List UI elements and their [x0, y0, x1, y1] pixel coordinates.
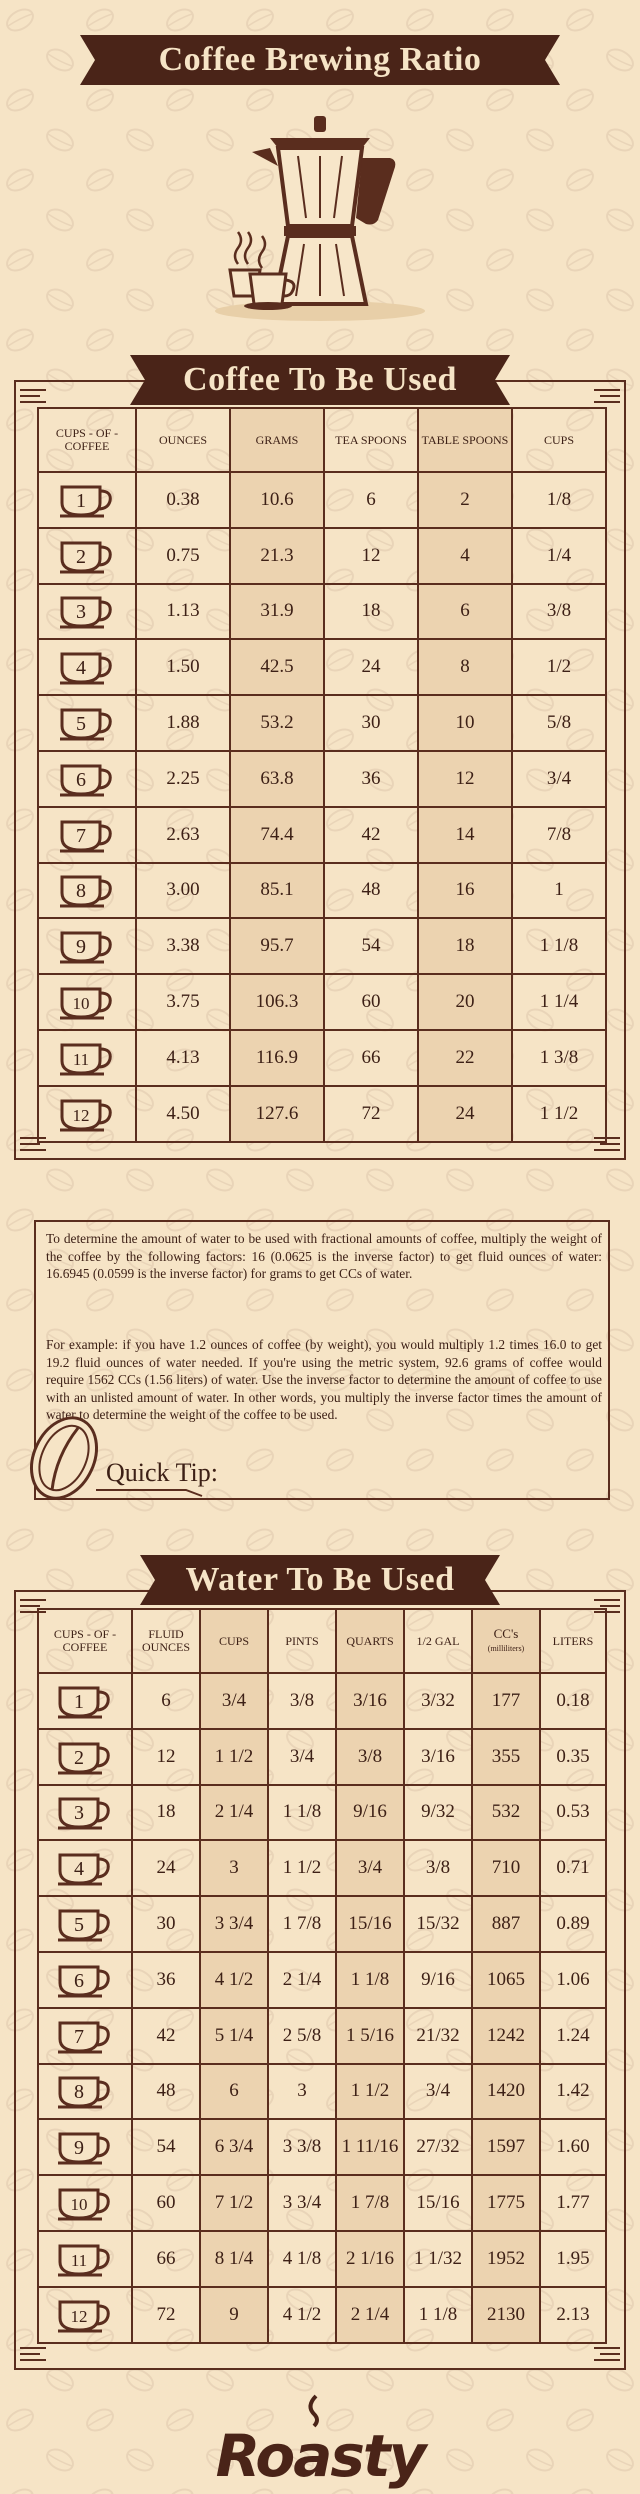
table-cell-cups: 1/2 [512, 639, 606, 695]
table-cell-cups: 8 1/4 [200, 2231, 268, 2287]
table-cell-cc: 710 [472, 1840, 540, 1896]
table-cell-tbsp: 6 [418, 584, 512, 640]
table-cell-cups: 1 1/4 [512, 974, 606, 1030]
table-cell-liters: 0.53 [540, 1785, 606, 1841]
table-cell-floz: 72 [132, 2287, 200, 2343]
col-header-cups: CUPS [512, 408, 606, 472]
coffee-cup-icon [56, 1961, 114, 1999]
cup-count-cell [38, 1030, 136, 1086]
table-cell-pints: 2 5/8 [268, 2008, 336, 2064]
col-header-pints: PINTS [268, 1609, 336, 1673]
table-cell-floz: 18 [132, 1785, 200, 1841]
table-cell-pints: 3 3/8 [268, 2119, 336, 2175]
coffee-cup-icon [58, 648, 116, 686]
table-cell-liters: 1.95 [540, 2231, 606, 2287]
coffee-cup-icon [56, 2184, 114, 2222]
coffee-cup-icon [56, 1849, 114, 1887]
table-cell-tbsp: 22 [418, 1030, 512, 1086]
table-cell-quarts: 3/16 [336, 1673, 404, 1729]
cup-count-cell [38, 1086, 136, 1142]
table-cell-ounces: 3.75 [136, 974, 230, 1030]
table-row [38, 1785, 606, 1841]
table-cell-grams: 127.6 [230, 1086, 324, 1142]
svg-text:12: 12 [70, 2306, 88, 2326]
table-cell-pints: 1 7/8 [268, 1896, 336, 1952]
table-cell-quarts: 2 1/4 [336, 2287, 404, 2343]
cup-count-cell [38, 807, 136, 863]
table-cell-pints: 4 1/8 [268, 2231, 336, 2287]
table-cell-tsp: 6 [324, 472, 418, 528]
coffee-cup-icon [58, 816, 116, 854]
table-cell-ounces: 2.25 [136, 751, 230, 807]
table-cell-cc: 1420 [472, 2064, 540, 2120]
table-cell-tbsp: 12 [418, 751, 512, 807]
table-cell-grams: 116.9 [230, 1030, 324, 1086]
table-cell-tbsp: 24 [418, 1086, 512, 1142]
coffee-cup-icon [56, 1682, 114, 1720]
svg-text:8: 8 [76, 880, 86, 903]
table-cell-tsp: 24 [324, 639, 418, 695]
svg-text:8: 8 [74, 2081, 84, 2104]
table-cell-cc: 532 [472, 1785, 540, 1841]
coffee-cup-icon [58, 760, 116, 798]
table-row [38, 2231, 606, 2287]
table-row [38, 2287, 606, 2343]
table-cell-tsp: 54 [324, 918, 418, 974]
table-cell-cc: 355 [472, 1729, 540, 1785]
table-cell-liters: 2.13 [540, 2287, 606, 2343]
table-cell-cups: 1 1/8 [512, 918, 606, 974]
table-cell-ounces: 2.63 [136, 807, 230, 863]
cup-count-cell [38, 1785, 132, 1841]
table-row [38, 1840, 606, 1896]
table-cell-floz: 6 [132, 1673, 200, 1729]
cup-count-cell [38, 584, 136, 640]
table-cell-floz: 54 [132, 2119, 200, 2175]
table-cell-quarts: 3/8 [336, 1729, 404, 1785]
coffee-cup-icon [56, 1793, 114, 1831]
svg-text:10: 10 [70, 2195, 88, 2215]
col-header-half-gallon: 1/2 GAL [404, 1609, 472, 1673]
table-cell-tsp: 72 [324, 1086, 418, 1142]
svg-text:4: 4 [76, 657, 86, 680]
table-cell-tsp: 36 [324, 751, 418, 807]
table-cell-tbsp: 10 [418, 695, 512, 751]
table-cell-floz: 60 [132, 2175, 200, 2231]
cup-count-cell [38, 472, 136, 528]
water-section-banner [0, 1553, 640, 1607]
table-cell-halfgal: 27/32 [404, 2119, 472, 2175]
table-cell-cups: 3/8 [512, 584, 606, 640]
table-row [38, 1673, 606, 1729]
col-header-ounces: OUNCES [136, 408, 230, 472]
coffee-cup-icon [56, 2240, 114, 2278]
table-cell-halfgal: 3/32 [404, 1673, 472, 1729]
table-cell-cups: 1 3/8 [512, 1030, 606, 1086]
water-section-title: Water To Be Used [185, 1561, 455, 1598]
svg-text:2: 2 [76, 545, 86, 568]
table-cell-tsp: 12 [324, 528, 418, 584]
svg-text:9: 9 [74, 2137, 84, 2160]
table-row [38, 2175, 606, 2231]
table-cell-ounces: 3.38 [136, 918, 230, 974]
table-cell-cups: 5/8 [512, 695, 606, 751]
table-cell-tbsp: 4 [418, 528, 512, 584]
table-cell-pints: 1 1/8 [268, 1785, 336, 1841]
table-cell-cups: 1/8 [512, 472, 606, 528]
table-cell-quarts: 1 7/8 [336, 2175, 404, 2231]
table-cell-ounces: 1.88 [136, 695, 230, 751]
coffee-cup-icon [58, 1039, 116, 1077]
table-cell-liters: 1.77 [540, 2175, 606, 2231]
table-cell-liters: 1.06 [540, 1952, 606, 2008]
svg-text:12: 12 [72, 1105, 90, 1125]
table-cell-cups: 1 1/2 [200, 1729, 268, 1785]
table-cell-cc: 177 [472, 1673, 540, 1729]
coffee-cup-icon [58, 481, 116, 519]
table-row [38, 1952, 606, 2008]
roasty-logo: Roasty [215, 2422, 425, 2490]
table-cell-cc: 887 [472, 1896, 540, 1952]
svg-text:3: 3 [76, 601, 86, 624]
table-cell-halfgal: 15/16 [404, 2175, 472, 2231]
table-cell-cups: 5 1/4 [200, 2008, 268, 2064]
table-cell-cups: 2 1/4 [200, 1785, 268, 1841]
table-row [38, 1729, 606, 1785]
table-cell-halfgal: 1 1/32 [404, 2231, 472, 2287]
table-row [38, 2008, 606, 2064]
table-cell-halfgal: 9/32 [404, 1785, 472, 1841]
table-cell-grams: 63.8 [230, 751, 324, 807]
coffee-section-title: Coffee To Be Used [183, 361, 457, 398]
table-cell-quarts: 2 1/16 [336, 2231, 404, 2287]
col-header-teaspoons: TEA SPOONS [324, 408, 418, 472]
table-cell-cups: 7 1/2 [200, 2175, 268, 2231]
table-cell-cc: 1597 [472, 2119, 540, 2175]
table-row [38, 863, 606, 919]
table-cell-quarts: 3/4 [336, 1840, 404, 1896]
table-row [38, 695, 606, 751]
cc-label: CC's [493, 1626, 519, 1641]
cup-count-cell [38, 2119, 132, 2175]
table-cell-cups: 1 [512, 863, 606, 919]
svg-text:6: 6 [76, 768, 86, 791]
table-cell-cups: 7/8 [512, 807, 606, 863]
table-cell-liters: 0.89 [540, 1896, 606, 1952]
header-banner [0, 33, 640, 87]
coffee-cup-icon [58, 592, 116, 630]
cup-count-cell [38, 2231, 132, 2287]
table-cell-tsp: 60 [324, 974, 418, 1030]
table-cell-cups: 6 [200, 2064, 268, 2120]
cup-count-cell [38, 695, 136, 751]
table-cell-tsp: 42 [324, 807, 418, 863]
table-row [38, 639, 606, 695]
table-cell-pints: 3/8 [268, 1673, 336, 1729]
cup-count-cell [38, 863, 136, 919]
quick-tip-title: Quick Tip: [106, 1458, 218, 1487]
cup-count-cell [38, 2008, 132, 2064]
coffee-bean-icon [26, 1408, 286, 1512]
table-cell-cups: 1/4 [512, 528, 606, 584]
table-cell-grams: 42.5 [230, 639, 324, 695]
table-row [38, 2119, 606, 2175]
table-cell-floz: 12 [132, 1729, 200, 1785]
svg-text:10: 10 [72, 994, 90, 1014]
svg-text:2: 2 [74, 1746, 84, 1769]
col-header-quarts: QUARTS [336, 1609, 404, 1673]
table-row [38, 584, 606, 640]
table-cell-quarts: 1 11/16 [336, 2119, 404, 2175]
svg-text:7: 7 [76, 824, 86, 847]
cup-count-cell [38, 1840, 132, 1896]
table-cell-tsp: 66 [324, 1030, 418, 1086]
table-cell-liters: 0.18 [540, 1673, 606, 1729]
table-cell-quarts: 1 1/2 [336, 2064, 404, 2120]
table-cell-cups: 3 [200, 1840, 268, 1896]
table-cell-halfgal: 1 1/8 [404, 2287, 472, 2343]
moka-pot-icon [180, 108, 450, 326]
svg-text:5: 5 [74, 1914, 84, 1937]
table-cell-tbsp: 2 [418, 472, 512, 528]
table-cell-quarts: 9/16 [336, 1785, 404, 1841]
table-row [38, 472, 606, 528]
table-row [38, 807, 606, 863]
svg-text:4: 4 [74, 1858, 84, 1881]
table-row [38, 751, 606, 807]
table-cell-tbsp: 14 [418, 807, 512, 863]
table-row [38, 1086, 606, 1142]
table-cell-pints: 3/4 [268, 1729, 336, 1785]
coffee-cup-icon [58, 537, 116, 575]
table-cell-cups: 3/4 [200, 1673, 268, 1729]
table-cell-quarts: 1 1/8 [336, 1952, 404, 2008]
table-cell-cc: 1065 [472, 1952, 540, 2008]
table-cell-cups: 4 1/2 [200, 1952, 268, 2008]
water-table [37, 1608, 607, 2344]
table-cell-cups: 6 3/4 [200, 2119, 268, 2175]
table-cell-cups: 3 3/4 [200, 1896, 268, 1952]
cup-count-cell [38, 918, 136, 974]
table-cell-ounces: 3.00 [136, 863, 230, 919]
col-header-cups-of-coffee: CUPS - OF - COFFEE [38, 408, 136, 472]
coffee-cup-icon [56, 1738, 114, 1776]
svg-text:1: 1 [74, 1690, 84, 1713]
coffee-section-banner [0, 353, 640, 407]
table-cell-liters: 0.71 [540, 1840, 606, 1896]
table-cell-pints: 3 3/4 [268, 2175, 336, 2231]
table-cell-cups: 9 [200, 2287, 268, 2343]
table-cell-grams: 53.2 [230, 695, 324, 751]
table-cell-grams: 21.3 [230, 528, 324, 584]
table-cell-floz: 24 [132, 1840, 200, 1896]
table-cell-pints: 3 [268, 2064, 336, 2120]
coffee-cup-icon [56, 2128, 114, 2166]
table-cell-floz: 30 [132, 1896, 200, 1952]
table-cell-grams: 106.3 [230, 974, 324, 1030]
table-cell-tbsp: 18 [418, 918, 512, 974]
col-header-tablespoons: TABLE SPOONS [418, 408, 512, 472]
table-cell-cc: 1952 [472, 2231, 540, 2287]
coffee-cup-icon [58, 927, 116, 965]
tip-paragraph-1: To determine the amount of water to be used with fractional amounts of coffee, multiply the weight of the coffee by the following factors: 16 (0.0625 is the inverse factor) to get fluid ounces of water: 16.6945 (0.0599 is the inverse factor) for grams to get CCs of water. [46, 1231, 602, 1281]
cup-count-cell [38, 1673, 132, 1729]
table-cell-halfgal: 3/8 [404, 1840, 472, 1896]
table-cell-quarts: 15/16 [336, 1896, 404, 1952]
cup-count-cell [38, 2064, 132, 2120]
col-header-cups-of-coffee: CUPS - OF - COFFEE [38, 1609, 132, 1673]
svg-text:7: 7 [74, 2025, 84, 2048]
table-row [38, 2064, 606, 2120]
table-cell-grams: 95.7 [230, 918, 324, 974]
table-row [38, 1896, 606, 1952]
table-cell-ounces: 0.38 [136, 472, 230, 528]
table-cell-floz: 48 [132, 2064, 200, 2120]
table-cell-liters: 1.24 [540, 2008, 606, 2064]
coffee-cup-icon [56, 2296, 114, 2334]
table-cell-floz: 42 [132, 2008, 200, 2064]
table-cell-halfgal: 15/32 [404, 1896, 472, 1952]
table-cell-floz: 66 [132, 2231, 200, 2287]
table-cell-grams: 10.6 [230, 472, 324, 528]
coffee-cup-icon [56, 2072, 114, 2110]
table-cell-pints: 4 1/2 [268, 2287, 336, 2343]
table-cell-ounces: 1.50 [136, 639, 230, 695]
table-cell-grams: 85.1 [230, 863, 324, 919]
table-cell-halfgal: 21/32 [404, 2008, 472, 2064]
cup-count-cell [38, 528, 136, 584]
svg-text:11: 11 [70, 2250, 88, 2270]
table-row [38, 1030, 606, 1086]
table-cell-tsp: 48 [324, 863, 418, 919]
coffee-cup-icon [58, 983, 116, 1021]
cup-count-cell [38, 1952, 132, 2008]
table-cell-ounces: 4.50 [136, 1086, 230, 1142]
table-cell-halfgal: 3/16 [404, 1729, 472, 1785]
cc-sublabel: (milliliters) [487, 1644, 525, 1653]
table-cell-ounces: 1.13 [136, 584, 230, 640]
coffee-table [37, 407, 607, 1143]
table-cell-liters: 1.42 [540, 2064, 606, 2120]
page-title: Coffee Brewing Ratio [158, 41, 482, 78]
table-cell-pints: 2 1/4 [268, 1952, 336, 2008]
cup-count-cell [38, 751, 136, 807]
table-cell-tbsp: 16 [418, 863, 512, 919]
tip-paragraph-2: For example: if you have 1.2 ounces of coffee (by weight), you would multiply 1.2 times 16.0 to get 19.2 fluid ounces of water needed. If you're using the metric system, 92.6 grams of coffee would require 1562 CCs (1.56 liters) of water. Use the inverse factor to determine the amount of coffee to use with an unlisted amount of water. In other words, you multiply the inverse factor times the amount of water to determine the weight of the coffee to be used. [46, 1337, 602, 1422]
cup-count-cell [38, 1729, 132, 1785]
table-cell-tbsp: 8 [418, 639, 512, 695]
table-row [38, 528, 606, 584]
coffee-cup-icon [56, 2017, 114, 2055]
table-cell-cc: 1775 [472, 2175, 540, 2231]
cup-count-cell [38, 1896, 132, 1952]
table-cell-liters: 0.35 [540, 1729, 606, 1785]
table-cell-tbsp: 20 [418, 974, 512, 1030]
table-row [38, 918, 606, 974]
table-cell-grams: 31.9 [230, 584, 324, 640]
table-cell-tsp: 30 [324, 695, 418, 751]
table-cell-ounces: 4.13 [136, 1030, 230, 1086]
col-header-cups: CUPS [200, 1609, 268, 1673]
coffee-cup-icon [58, 871, 116, 909]
table-cell-pints: 1 1/2 [268, 1840, 336, 1896]
coffee-cup-icon [58, 1095, 116, 1133]
col-header-fluid-ounces: FLUID OUNCES [132, 1609, 200, 1673]
cup-count-cell [38, 2175, 132, 2231]
table-cell-quarts: 1 5/16 [336, 2008, 404, 2064]
table-row [38, 974, 606, 1030]
table-cell-cups: 1 1/2 [512, 1086, 606, 1142]
table-cell-floz: 36 [132, 1952, 200, 2008]
col-header-grams: GRAMS [230, 408, 324, 472]
table-cell-cups: 3/4 [512, 751, 606, 807]
col-header-liters: LITERS [540, 1609, 606, 1673]
svg-text:1: 1 [76, 489, 86, 512]
table-cell-cc: 1242 [472, 2008, 540, 2064]
table-cell-ounces: 0.75 [136, 528, 230, 584]
svg-text:11: 11 [72, 1049, 90, 1069]
svg-text:3: 3 [74, 1802, 84, 1825]
coffee-cup-icon [58, 704, 116, 742]
cup-count-cell [38, 974, 136, 1030]
cup-count-cell [38, 2287, 132, 2343]
col-header-cc [472, 1609, 540, 1673]
svg-text:5: 5 [76, 713, 86, 736]
cup-count-cell [38, 639, 136, 695]
table-cell-halfgal: 3/4 [404, 2064, 472, 2120]
table-cell-halfgal: 9/16 [404, 1952, 472, 2008]
svg-text:6: 6 [74, 1969, 84, 1992]
table-cell-tsp: 18 [324, 584, 418, 640]
table-cell-grams: 74.4 [230, 807, 324, 863]
table-cell-liters: 1.60 [540, 2119, 606, 2175]
svg-text:9: 9 [76, 936, 86, 959]
coffee-cup-icon [56, 1905, 114, 1943]
table-cell-cc: 2130 [472, 2287, 540, 2343]
